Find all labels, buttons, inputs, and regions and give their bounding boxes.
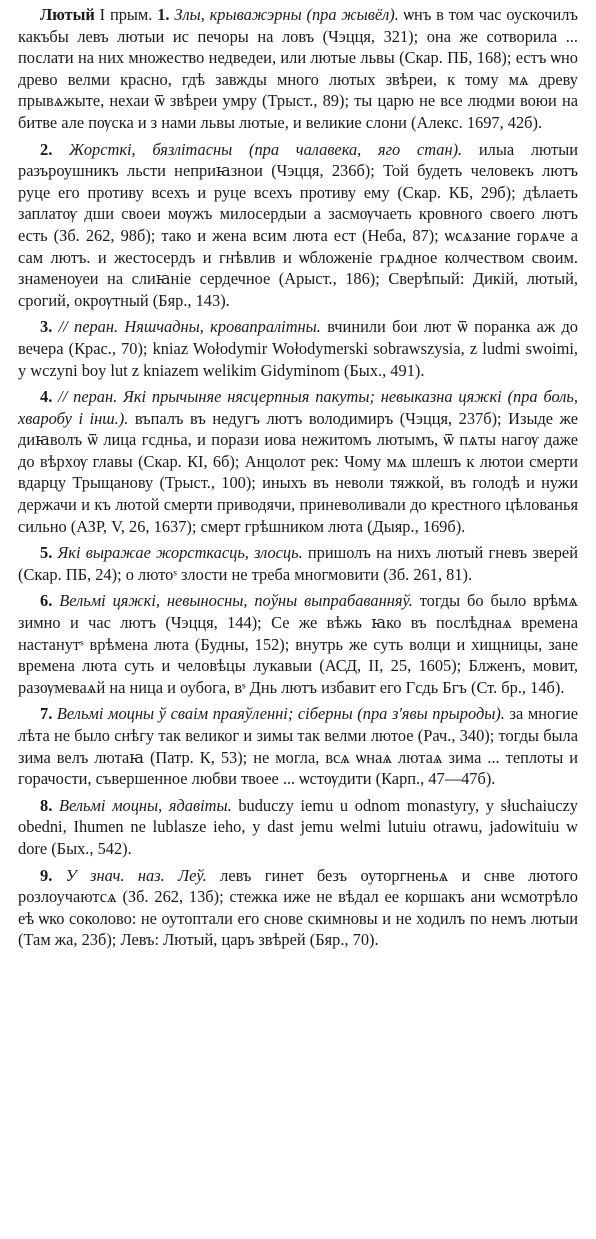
sense-examples: левъ гинет безъ оуторгненьѧ и снве лютого розлоучаютсѧ (Зб. 262, 13б); стежка иже не вѣдал ее коршакъ ани ѡсмотрѣло еѣ ѡко соколово: не оутоптали его снове скимновы и не ходилъ по немъ лютыи (Там жа, 23б); Левъ: Лютый, царъ звѣрей (Бяр., 70). xyxy=(18,865,578,950)
sense-definition: Злы, крыважэрны (пра жывёл). xyxy=(174,5,399,24)
sense-number: 7. xyxy=(40,704,53,724)
sense-examples: ѡнъ в том час оускочилъ какъбы левъ лютыи ис печоры на ловъ (Чэцця, 321); она же сотворила ... послати на них множество недведеи, или лютые львы (Скар. ПБ, 168); естъ ѡно древо велми красно, гдѣ завжды много лютых звѣреи, к тому мѧ древу прывѧжыте, нехаи ѿ звѣреи умру (Трыст., 89); ты царю не все людми воюи на битве але пѹска и з нами львы лютые, и великие слони (Алекс. 1697, 42б). xyxy=(18,5,578,132)
sense-2 xyxy=(18,139,578,312)
sense-definition: У знач. наз. Леў. xyxy=(65,865,207,885)
sense-definition: Які выражае жорсткасць, злосць. xyxy=(57,543,303,563)
sense-number: 8. xyxy=(40,795,53,815)
sense-definition: Жорсткі, бязлітасны (пра чалавека, яго стан). xyxy=(69,139,463,159)
sense-number: 9. xyxy=(40,865,53,885)
sense-3 xyxy=(18,316,578,381)
sense-definition: // перан. Які прычыняе нясцерпныя пакуты; невыказна цяжкі (пра боль, хваробу і інш.). xyxy=(18,387,578,428)
homonym-sense-label: I прым. xyxy=(99,5,153,24)
sense-examples: въпалъ въ недугъ лютъ володимиръ (Чэцця, 237б); Изыде же диꙗволъ ѿ лица гсдньа, и порази иова нежитомъ лютымъ, ѿ пѧты нагѹ даже до вѣрхѹ главы (Скар. КІ, 6б); Анцолот рек: Чому мѧ шлешъ к лютои смерти вдарцу Трыщанову (Трыст., 100); иныхъ въ неволи тяжкой, въ голодѣ и нужи держачи и къ лютой смерти приводячи, приневоливали до крестного цѣлованья сильно (АЗР, V, 26, 1637); смерт грѣшником люта (Дыяр., 169б). xyxy=(18,408,578,536)
sense-examples: пришолъ на нихъ лютый гневъ зверей (Скар. ПБ, 24); о лютоˢ злости не треба многмовити (Зб. 261, 81). xyxy=(18,543,578,584)
sense-examples: вчинили бои лют ѿ поранка аж до вечера (Крас., 70); kniaz Wołodymir Wołodymerski sobrawszysia, z ludmi swoimi, y wczyni boy lut z kniazem welikim Gidyminom (Бых., 491). xyxy=(18,317,578,380)
sense-definition: Вельмі моцны ў сваім праяўленні; сіберны (пра з'явы прыроды). xyxy=(56,704,505,724)
sense-definition: // перан. Няшчадны, кровапралітны. xyxy=(58,317,321,337)
sense-1 xyxy=(18,4,578,134)
sense-7 xyxy=(18,703,578,789)
sense-9 xyxy=(18,865,578,951)
sense-examples: илыа лютыи разъроушникъ льсти неприꙗзнои (Чэцця, 236б); Той будеть человекъ лютъ руце его противу всехъ и руце всехъ противу ему (Скар. КБ, 29б); дѣлаеть заплатѹ дши своеи мѹжъ милосердыи а засмѹчаеть кровного своего лютъ есть (Зб. 262, 98б); тако и жена всим люта ест (Неба, 87); ѡсѧзание горѧче а сам лютъ. и жестосердъ и гнѣвлив и ѡбложеніе грѧдное колчеством своим. знаменоуеи на слиꙗніе сердечное (Арыст., 186); Сверѣпый: Дикій, лютый, срогий, окрѹтный (Бяр., 143). xyxy=(18,139,578,310)
sense-definition: Вельмі моцны, ядавіты. xyxy=(58,795,232,815)
sense-6 xyxy=(18,590,578,698)
sense-number: 1. xyxy=(157,5,170,24)
sense-number: 6. xyxy=(40,591,53,611)
sense-examples: за многие лѣта не было снѣгу так великог и зимы так велми лютое (Рач., 340); тогды была зима велъ лютаꙗ (Патр. К, 53); не могла, всѧ ѡнаѧ лютаѧ зима ... теплоты и горачости, съвершенное любви твоее ... ѡстѹдити (Карп., 47—47б). xyxy=(18,704,578,789)
sense-number: 5. xyxy=(40,543,53,563)
sense-number: 4. xyxy=(40,387,53,407)
sense-definition: Вельмі цяжкі, невыносны, поўны выпрабаванняў. xyxy=(59,591,413,611)
sense-number: 3. xyxy=(40,317,53,337)
sense-8 xyxy=(18,795,578,860)
headword: Лютый xyxy=(40,5,95,24)
sense-examples: тогды бо было врѣмѧ зимно и час лютъ (Чэцця, 144); Се же вѣжь ꙗко въ послѣднаѧ времена настанутˢ врѣмена люта (Будны, 152); внутрь же суть волци и хищницы, зане времена люта суть и человѣцы лукавыи (АСД, II, 25, 1605); Блженъ, мовит, разѹмеваѧй на ница и оубога, вˢ Днь лютъ избавит его Гсдь Бгъ (Ст. бр., 14б). xyxy=(18,591,578,697)
sense-5 xyxy=(18,542,578,585)
sense-number: 2. xyxy=(40,139,53,159)
sense-examples: buduczy iemu u odnom monastyry, y słuchaiuczy obedni, Ihumen ne lublasze ieho, y dast jemu welmi lutuiu otrawu, jadowituiu w dore (Бых., 542). xyxy=(18,795,578,858)
sense-4 xyxy=(18,386,578,537)
